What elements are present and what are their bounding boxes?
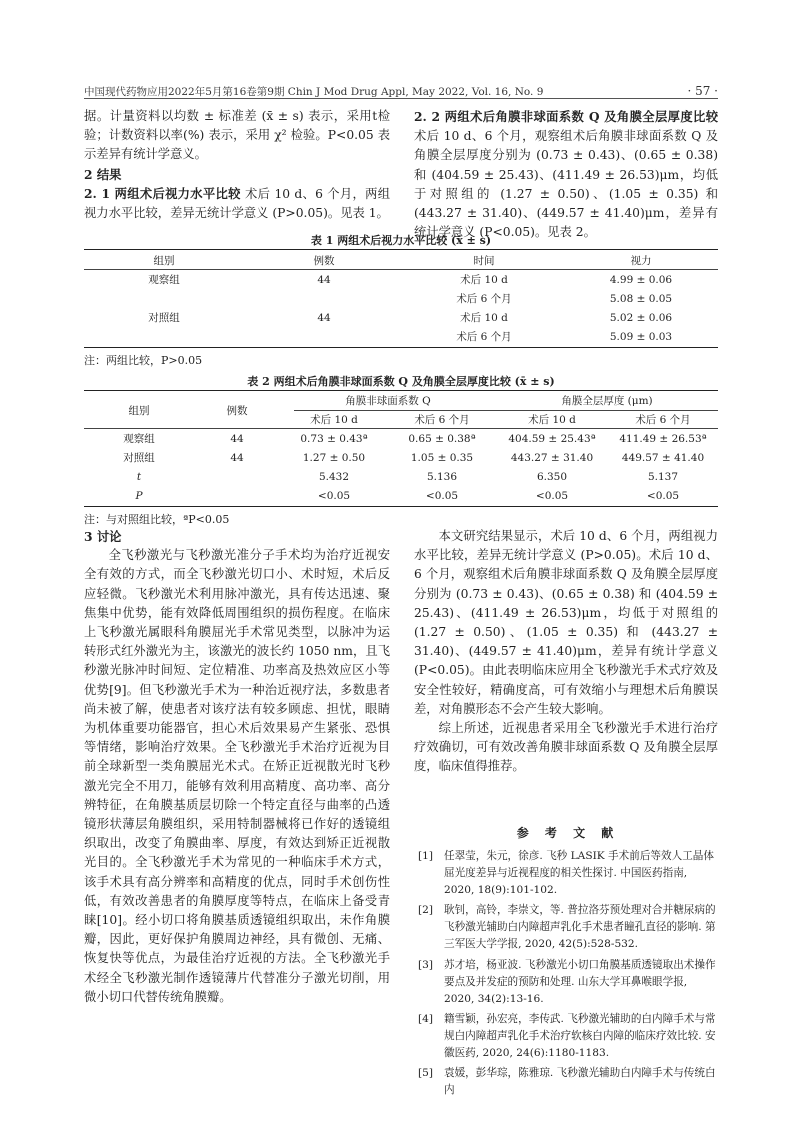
table2-row — [84, 429, 718, 448]
table1-cell — [84, 289, 244, 308]
table2-cell: 44 — [230, 451, 244, 464]
table1-title: 表 1 两组术后视力水平比较 (x̄ ± s) — [310, 234, 492, 247]
results-2-2-text: 术后 10 d、6 个月，观察组术后角膜非球面系数 Q 及角膜全层厚度分别为 (0.73 ± 0.43)、(0.65 ± 0.38) 和 (404.59 ± 25.43)、(411.49 ± 26.53)μm，均低于对照组的 (1.27 ± 0.50)、(1.05 ± 0.35) 和 (443.27 ± 31.40)、(449.57 ± 41.40)μm，差异有统计学意义 (P<0.05)。见表 2。 — [414, 129, 718, 240]
table1-note: 注：两组比较，P>0.05 — [84, 354, 203, 367]
reference-item — [418, 902, 718, 953]
table1-row — [84, 327, 718, 346]
table1-cell — [244, 289, 404, 308]
table1-cell: 观察组 — [148, 274, 180, 286]
table2-cell: <0.05 — [535, 489, 569, 502]
table2-row — [84, 448, 718, 467]
reference-text: 籍雪颖，孙宏亮，李传武. 飞秒激光辅助的白内障手术与常规白内障超声乳化手术治疗软核白内障的临床疗效比较. 安徽医药, 2020, 24(6):1180-1183. — [444, 1013, 716, 1059]
table1-header-row — [84, 251, 718, 270]
section-discussion-heading: 3 讨论 — [84, 529, 122, 544]
table2-header-n: 例数 — [226, 404, 248, 417]
reference-item — [418, 1011, 718, 1062]
reference-number: [2] — [418, 904, 434, 916]
results-2-1-heading: 2. 1 两组术后视力水平比较 — [84, 185, 241, 201]
table1-header-cell: 例数 — [313, 255, 335, 267]
table1-top-rule — [84, 249, 718, 250]
running-header — [84, 84, 718, 99]
reference-number: [1] — [418, 850, 434, 862]
table2-note: 注：与对照组比较，ªP<0.05 — [84, 513, 230, 526]
table2-cell: <0.05 — [646, 489, 680, 502]
table2-header-rule — [84, 428, 718, 429]
right-column-top — [414, 107, 718, 242]
results-2-1-paragraph — [84, 184, 390, 223]
section-results-heading: 2 结果 — [84, 166, 122, 182]
table2-cell: 5.432 — [318, 470, 350, 483]
table2-cell: 观察组 — [123, 433, 155, 445]
table2-header-row — [84, 391, 718, 410]
table1-row — [84, 270, 718, 289]
table2-cell: 0.65 ± 0.38ª — [408, 432, 476, 445]
results-2-2-heading: 2. 2 两组术后角膜非球面系数 Q 及角膜全层厚度比较 — [414, 109, 718, 124]
table2-cell: 对照组 — [123, 452, 155, 464]
left-column-top — [84, 107, 390, 223]
table1-cell: 44 — [317, 273, 331, 286]
table2-header-q: 角膜非球面系数 Q — [345, 395, 431, 407]
table2-cell: 44 — [230, 432, 244, 445]
reference-item — [418, 848, 718, 899]
table2-cell: 404.59 ± 25.43ª — [508, 432, 596, 445]
table2-cell: 5.137 — [647, 470, 679, 483]
table2-cell: 1.27 ± 0.50 — [302, 451, 366, 464]
table2-cell — [194, 486, 280, 505]
header-rule — [84, 98, 718, 99]
table1-cell: 5.02 ± 0.06 — [609, 311, 673, 324]
table1-cell: 4.99 ± 0.06 — [609, 273, 673, 286]
discussion-findings-paragraph: 本文研究结果显示，术后 10 d、6 个月，两组视力水平比较，差异无统计学意义 (P>0.05)。术后 10 d、6 个月，观察组术后角膜非球面系数 Q 及角膜全层厚度分别为 (0.73 ± 0.43)、(0.65 ± 0.38) 和 (404.59 ± 25.43)、(411.49 ± 26.53)μm，均低于对照组的 (1.27 ± 0.50)、(1.05 ± 0.35) 和 (443.27 ± 31.40)、(449.57 ± 41.40)μm，差异有统计学意义 (P<0.05)。由此表明临床应用全飞秒激光手术式疗效及安全性较好，精确度高，可有效缩小与理想术后角膜误差，对角膜形态不会产生较大影响。 — [414, 529, 718, 716]
table1-cell: 术后 10 d — [460, 274, 508, 286]
table1-header-cell: 视力 — [630, 255, 652, 267]
table2-subheader-cell: 术后 10 d — [310, 414, 358, 426]
table2-cell: 443.27 ± 31.40 — [510, 451, 594, 464]
table2-span-rule — [294, 410, 718, 411]
journal-info: 中国现代药物应用2022年5月第16卷第9期 Chin J Mod Drug Appl, May 2022, Vol. 16, No. 9 — [84, 86, 544, 98]
table2-cell: P — [135, 489, 143, 502]
table2-cell: 5.136 — [426, 470, 458, 483]
table1-cell: 术后 6 个月 — [456, 331, 512, 343]
table2-cell: 411.49 ± 26.53ª — [619, 432, 707, 445]
table2-header-thickness: 角膜全层厚度 (μm) — [561, 395, 653, 407]
table2-row — [84, 486, 718, 505]
table2-subheader-cell: 术后 6 个月 — [635, 414, 691, 426]
table1-bottom-rule — [84, 347, 718, 348]
stats-methods-paragraph: 据。计量资料以均数 ± 标准差 (x̄ ± s) 表示，采用t检验；计数资料以率(%) 表示，采用 χ² 检验。P<0.05 表示差异有统计学意义。 — [84, 109, 390, 162]
table2-cell: 0.73 ± 0.43ª — [300, 432, 368, 445]
reference-text: 袁媛，彭华琮，陈雅琼. 飞秒激光辅助白内障手术与传统白内 — [444, 1067, 716, 1096]
table2-row — [84, 467, 718, 486]
reference-number: [3] — [418, 959, 434, 971]
discussion-left-column — [84, 527, 390, 1007]
reference-text: 苏才培，杨亚波. 飞秒激光小切口角膜基质透镜取出术操作要点及并发症的预防和处理. 山东大学耳鼻喉眼学报, 2020, 34(2):13-16. — [444, 959, 716, 1005]
table1-cell: 术后 10 d — [460, 312, 508, 324]
reference-item — [418, 1065, 718, 1099]
table2-title: 表 2 两组术后角膜非球面系数 Q 及角膜全层厚度比较 (x̄ ± s) — [247, 375, 555, 388]
table2-subheader-cell: 术后 10 d — [528, 414, 576, 426]
table2-subheader-cell: 术后 6 个月 — [414, 414, 470, 426]
table2-cell: t — [136, 470, 142, 483]
table1-cell: 对照组 — [148, 312, 180, 324]
table1-cell: 术后 6 个月 — [456, 293, 512, 305]
table1-cell: 44 — [317, 311, 331, 324]
table1-row — [84, 308, 718, 327]
reference-number: [4] — [418, 1013, 434, 1025]
results-2-1-text: 术后 10 d、6 个月，两组视力水平比较，差异无统计学意义 (P>0.05)。见表 1。 — [84, 186, 390, 221]
results-2-2-paragraph — [414, 107, 718, 242]
discussion-right-column — [414, 527, 718, 777]
table1-cell — [84, 327, 244, 346]
table2-cell: 1.05 ± 0.35 — [410, 451, 474, 464]
conclusion-paragraph: 综上所述，近视患者采用全飞秒激光手术进行治疗疗效确切，可有效改善角膜非球面系数 Q 及角膜全层厚度，临床值得推荐。 — [414, 721, 718, 774]
table2-cell — [194, 467, 280, 486]
table2-cell: 6.350 — [536, 470, 568, 483]
table1-header-cell: 时间 — [473, 255, 495, 267]
discussion-paragraph: 全飞秒激光与飞秒激光准分子手术均为治疗近视安全有效的方式，而全飞秒激光切口小、术时短，术后反应轻微。飞秒激光术利用脉冲激光，具有传达迅速、聚焦集中优势，能有效降低周围组织的损伤程度。在临床上飞秒激光属眼科角膜屈光手术常见类型，以脉冲为运转形式红外激光为主，该激光的波长约 1050 nm，且飞秒激光脉冲时间短、定位精准、功率高及热效应区小等优势[9]。但飞秒激光手术为一种治近视疗法，多数患者尚未被了解，使患者对该疗法有较多顾虑、担忧，眼睛为机体重要功能器官，担心术后效果易产生紧张、恐惧等情绪，影响治疗效果。全飞秒激光手术治疗近视为目前全球新型一类角膜屈光术式。在矫正近视散光时飞秒激光完全不用刀，能够有效利用高精度、高功率、高分辨特征，在角膜基质层切除一个特定直径与曲率的凸透镜形状薄层角膜组织，采用特制器械将已作好的透镜组织取出，改变了角膜曲率、厚度，有效达到矫正近视散光目的。全飞秒激光手术为常见的一种临床手术方式，该手术具有高分辨率和高精度的优点，同时手术创伤性低，有效改善患者的角膜厚度等特点，在临床上备受青睐[10]。经小切口将角膜基质透镜组织取出，未作角膜瓣，因此，更好保护角膜周边神经，具有微创、无痛、恢复快等优点，为最佳治疗近视的方法。全飞秒激光手术经全飞秒激光制作透镜薄片代替准分子激光切削，用微小切口代替传统角膜瓣。 — [84, 548, 390, 1004]
table1 — [84, 251, 718, 346]
table1-cell: 5.09 ± 0.03 — [609, 330, 673, 343]
table1-header-rule — [84, 269, 718, 270]
reference-item — [418, 957, 718, 1008]
table2-cell: <0.05 — [425, 489, 459, 502]
table2-cell: 449.57 ± 41.40 — [621, 451, 705, 464]
table1-cell: 5.08 ± 0.05 — [609, 292, 673, 305]
table1-header-cell: 组别 — [153, 255, 175, 267]
page-number: · 57 · — [687, 84, 718, 98]
table2-cell: <0.05 — [317, 489, 351, 502]
references-heading: 参 考 文 献 — [516, 826, 620, 840]
table2-bottom-rule — [84, 506, 718, 507]
table2 — [84, 391, 718, 505]
table1-row — [84, 289, 718, 308]
table2-header-group: 组别 — [128, 404, 150, 417]
reference-text: 耿钊，高铃，李崇文，等. 普拉洛芬预处理对合并糖尿病的飞秒激光辅助白内障超声乳化手术患者瞳孔直径的影响. 第三军医大学学报, 2020, 42(5):528-532. — [444, 904, 716, 950]
reference-text: 任翠莹，朱元，徐彦. 飞秒 LASIK 手术前后等效人工晶体屈光度差异与近视程度的相关性探讨. 中国医药指南, 2020, 18(9):101-102. — [444, 850, 714, 896]
table1-cell — [244, 327, 404, 346]
reference-number: [5] — [418, 1067, 434, 1079]
